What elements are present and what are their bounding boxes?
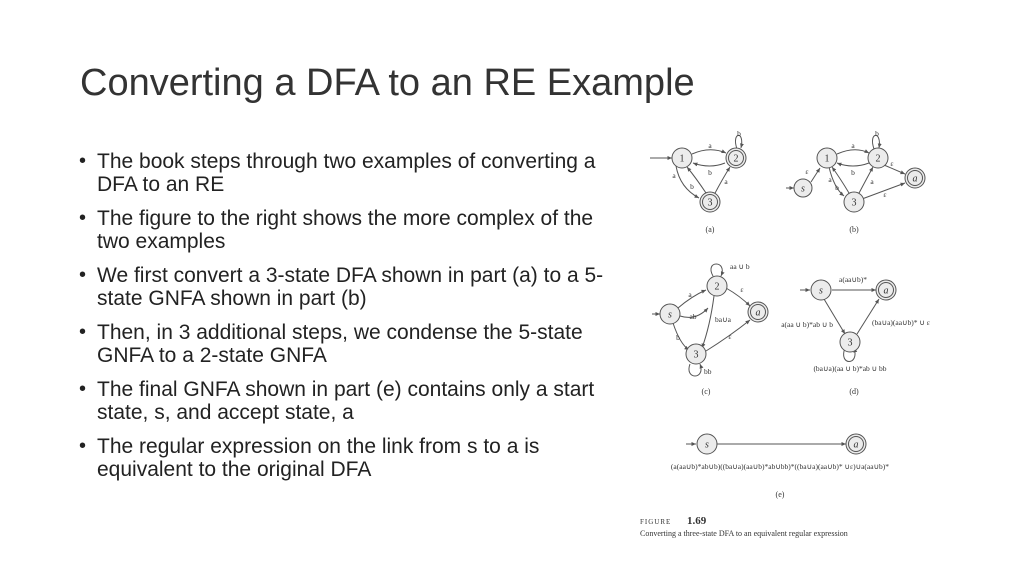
bullet-text: The book steps through two examples of converting a DFA to an RE [97, 150, 596, 196]
state-3-label: 3 [851, 197, 857, 209]
edge-label: ε [805, 167, 809, 176]
state-2-label: 2 [714, 281, 720, 293]
state-s-label: s [801, 183, 805, 195]
state-2-label: 2 [875, 153, 881, 165]
state-accept-label: a [912, 173, 918, 185]
state-s-label: s [705, 439, 709, 451]
edge-1-2 [837, 150, 869, 154]
diagram-part-d [781, 275, 930, 396]
edge-label: (ba∪a)(aa∪b)* ∪ ε [872, 318, 930, 327]
edge-label: ε [883, 190, 887, 199]
edge-label: a(aa∪b)* [839, 275, 867, 284]
loop-3 [689, 364, 701, 376]
bullet-list [76, 150, 606, 492]
edge-2-3 [702, 296, 714, 348]
state-3-label: 3 [847, 337, 853, 349]
bullet-text: The final GNFA shown in part (e) contains only a start state, s, and accept state, a [97, 378, 595, 424]
bullet-item [76, 435, 606, 481]
edge-2-1 [693, 163, 725, 166]
state-2-label: 2 [733, 153, 739, 165]
edge-2-a [884, 165, 905, 174]
state-s-label: s [819, 285, 823, 297]
state-1-label: 1 [824, 153, 830, 165]
part-label: (a) [705, 225, 715, 234]
edge-2-1 [837, 163, 869, 166]
edge-label: b [835, 183, 839, 192]
edge-label: ab [689, 312, 697, 321]
edge-label: a [724, 177, 728, 186]
edge-1-3 [676, 166, 699, 198]
state-1-label: 1 [679, 153, 685, 165]
bullet-item [76, 264, 606, 310]
edge-label: a [688, 290, 692, 299]
edge-2-a [726, 288, 750, 306]
part-label: (e) [775, 490, 785, 499]
bullet-text: Then, in 3 additional steps, we condense the 5-state GNFA to a 2-state GNFA [97, 321, 583, 367]
part-label: (b) [849, 225, 859, 234]
loop-2 [711, 264, 722, 276]
edge-label: a(aa ∪ b)*ab ∪ b [781, 320, 833, 329]
part-label: (c) [701, 387, 711, 396]
state-accept-label: a [755, 307, 761, 319]
bullet-glyph: • [79, 321, 87, 343]
edge-label: ba∪a [715, 315, 731, 324]
edge-s-1 [811, 168, 820, 182]
slide-title: Converting a DFA to an RE Example [80, 62, 695, 104]
edge-label: (a(aa∪b)*ab∪b)((ba∪a)(aa∪b)*ab∪bb)*((ba∪a)(aa∪b)* ∪ε)∪a(aa∪b)* [670, 462, 890, 471]
state-accept-label: a [853, 439, 859, 451]
edge-label: aa ∪ b [730, 262, 750, 271]
edge-3-a [857, 299, 879, 334]
caption-number: 1.69 [687, 515, 707, 527]
edge-label: a [851, 141, 855, 150]
state-3-label: 3 [693, 349, 699, 361]
edge-label: a [828, 175, 832, 184]
edge-label: b [851, 168, 855, 177]
diagram-part-e [671, 434, 889, 499]
edge-label: ε [728, 332, 732, 341]
figure-caption [640, 515, 848, 538]
bullet-glyph: • [79, 264, 87, 286]
diagram-part-c [652, 262, 768, 396]
edge-label: b [708, 168, 712, 177]
edge-1-2 [692, 150, 726, 154]
bullet-text: The regular expression on the link from s to a is equivalent to the original DFA [97, 435, 540, 481]
edge-label: a [870, 177, 874, 186]
state-3-label: 3 [707, 197, 713, 209]
edge-label: (ba∪a)(aa ∪ b)*ab ∪ bb [813, 364, 887, 373]
edge-label: b [690, 182, 694, 191]
edge-label: b [737, 129, 741, 138]
edge-label: ε [740, 285, 744, 294]
bullet-text: We first convert a 3-state DFA shown in part (a) to a 5-state GNFA shown in part (b) [97, 264, 604, 310]
edge-label: ε [890, 159, 894, 168]
edge-s-2 [678, 290, 706, 308]
bullet-item [76, 321, 606, 367]
edge-label: a [672, 171, 676, 180]
bullet-item [76, 378, 606, 424]
diagram-part-b [786, 129, 925, 234]
edge-label: bb [704, 367, 712, 376]
part-label: (d) [849, 387, 859, 396]
bullet-glyph: • [79, 378, 87, 400]
bullet-item [76, 150, 606, 196]
state-accept-label: a [883, 285, 889, 297]
caption-word: FIGURE [640, 518, 672, 526]
diagram-part-a [650, 129, 746, 234]
dfa-to-re-figure [630, 126, 950, 546]
bullet-glyph: • [79, 207, 87, 229]
bullet-text: The figure to the right shows the more complex of the two examples [97, 207, 594, 253]
caption-text: Converting a three-state DFA to an equivalent regular expression [640, 529, 848, 538]
edge-label: a [708, 141, 712, 150]
edge-label: b [875, 129, 879, 138]
bullet-glyph: • [79, 435, 87, 457]
bullet-glyph: • [79, 150, 87, 172]
edge-label: b [676, 333, 680, 342]
state-s-label: s [668, 309, 672, 321]
bullet-item [76, 207, 606, 253]
